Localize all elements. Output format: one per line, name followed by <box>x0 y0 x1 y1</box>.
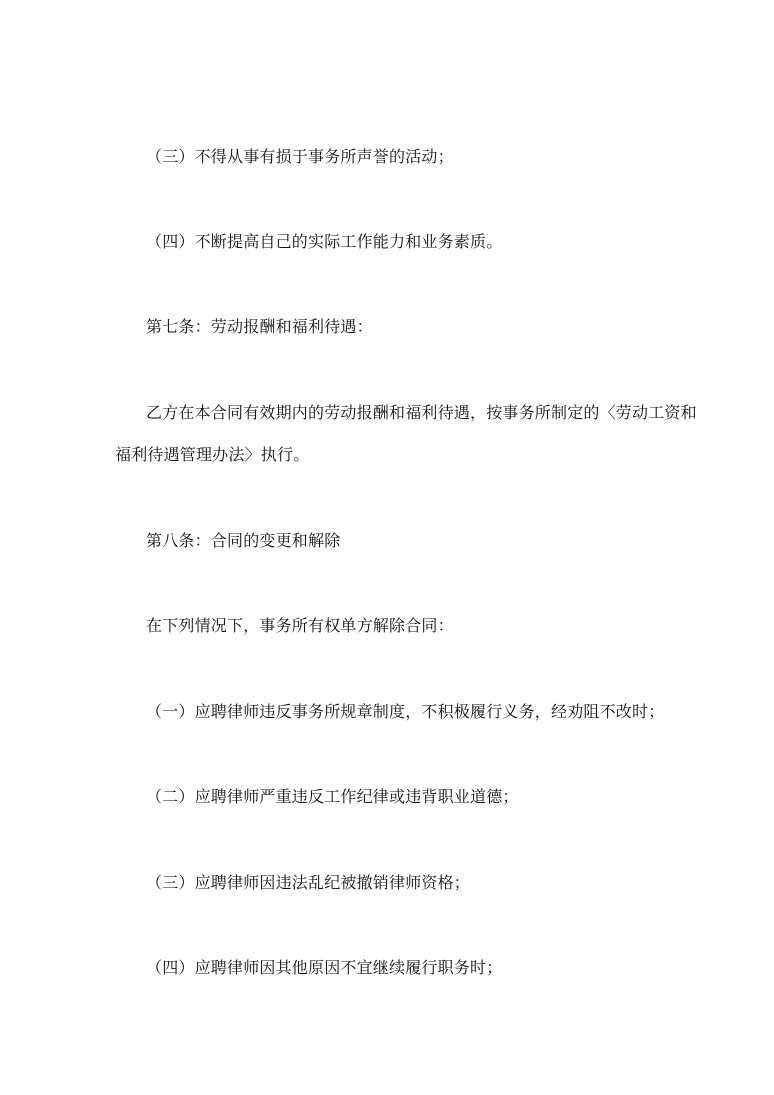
clause-6-item-3: （三）不得从事有损于事务所声誉的活动； <box>146 147 454 166</box>
clause-6-item-4: （四）不断提高自己的实际工作能力和业务素质。 <box>146 232 503 251</box>
article-7-heading: 第七条：劳动报酬和福利待遇： <box>146 317 373 336</box>
termination-item-2: （二）应聘律师严重违反工作纪律或违背职业道德； <box>146 787 519 806</box>
article-8-heading: 第八条：合同的变更和解除 <box>146 531 341 550</box>
termination-item-3: （三）应聘律师因违法乱纪被撤销律师资格； <box>146 873 471 892</box>
termination-item-1: （一）应聘律师违反事务所规章制度，不积极履行义务，经劝阻不改时； <box>146 702 665 721</box>
termination-intro: 在下列情况下，事务所有权单方解除合同： <box>146 616 454 635</box>
termination-item-4: （四）应聘律师因其他原因不宜继续履行职务时； <box>146 958 503 977</box>
article-7-body-line-1: 乙方在本合同有效期内的劳动报酬和福利待遇，按事务所制定的〈劳动工资和 <box>146 403 697 422</box>
article-7-body-line-2: 福利待遇管理办法〉执行。 <box>115 445 310 464</box>
